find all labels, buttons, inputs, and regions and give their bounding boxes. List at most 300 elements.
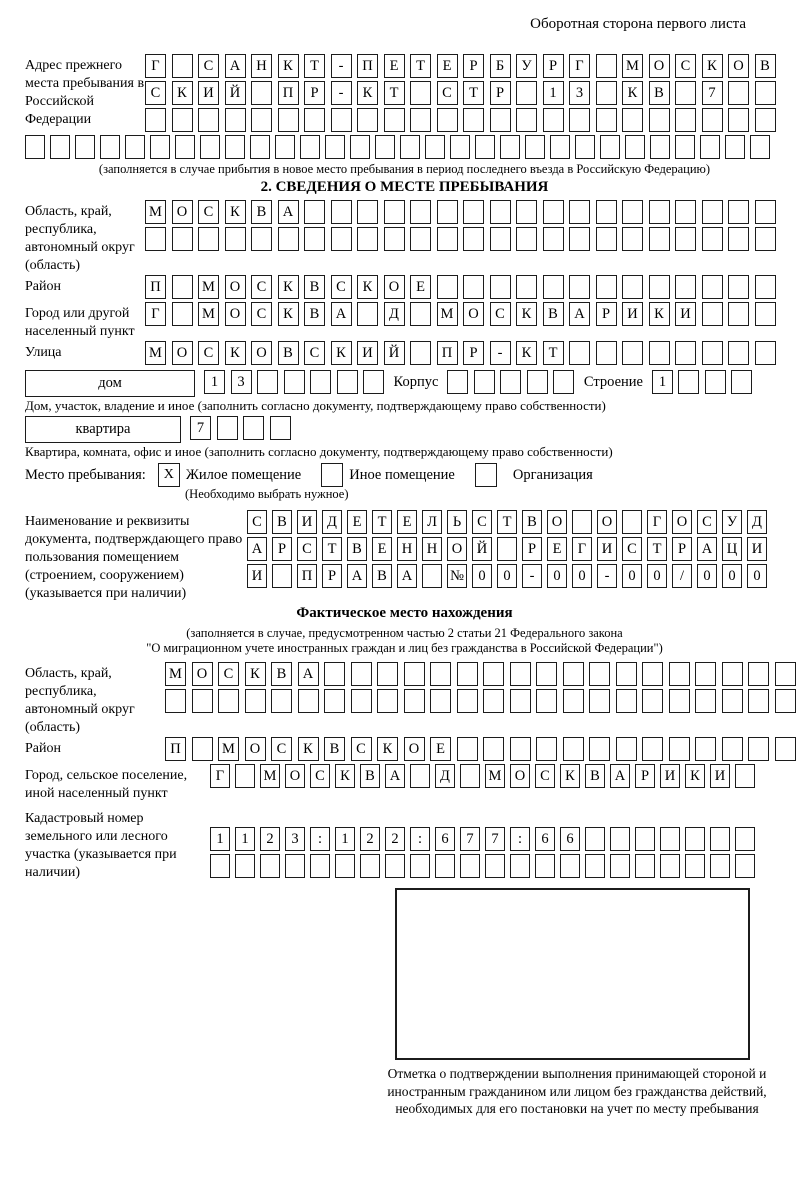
cadastre-row-2-box[interactable]	[485, 854, 505, 878]
prev-address-row-2-box[interactable]: Р	[304, 81, 325, 105]
actual-region-row-1-box[interactable]: К	[245, 662, 266, 686]
section2-district-row-box[interactable]	[172, 275, 193, 299]
prev-address-overflow-row-box[interactable]	[475, 135, 495, 159]
prev-address-overflow-row-box[interactable]	[625, 135, 645, 159]
section2-city-row-box[interactable]: К	[649, 302, 670, 326]
section2-street-row-box[interactable]: С	[198, 341, 219, 365]
document-row-1-box[interactable]: Д	[747, 510, 767, 534]
cadastre-row-1-box[interactable]: 2	[385, 827, 405, 851]
document-row-3-box[interactable]	[272, 564, 292, 588]
section2-street-row-box[interactable]	[569, 341, 590, 365]
prev-address-row-1-box[interactable]: К	[278, 54, 299, 78]
prev-address-row-2-box[interactable]	[516, 81, 537, 105]
prev-address-row-2-box[interactable]	[728, 81, 749, 105]
document-row-2-box[interactable]: В	[347, 537, 367, 561]
actual-region-row-1-box[interactable]	[748, 662, 769, 686]
section2-street-row-box[interactable]: К	[516, 341, 537, 365]
document-row-1-box[interactable]: Е	[397, 510, 417, 534]
document-row-3-box[interactable]: 0	[722, 564, 742, 588]
section2-district-row-box[interactable]: С	[251, 275, 272, 299]
document-row-2-box[interactable]: Г	[572, 537, 592, 561]
prev-address-row-3-box[interactable]	[728, 108, 749, 132]
prev-address-overflow-row-box[interactable]	[550, 135, 570, 159]
section2-city-row-box[interactable]: И	[675, 302, 696, 326]
cadastre-row-1-box[interactable]	[585, 827, 605, 851]
section2-region-row-2-box[interactable]	[755, 227, 776, 251]
actual-region-row-1-box[interactable]	[642, 662, 663, 686]
prev-address-row-3-box[interactable]	[543, 108, 564, 132]
prev-address-row-2-box[interactable]: П	[278, 81, 299, 105]
prev-address-row-2-box[interactable]: В	[649, 81, 670, 105]
cadastre-row-2-box[interactable]	[235, 854, 255, 878]
section2-region-row-2-box[interactable]	[702, 227, 723, 251]
actual-district-row-box[interactable]	[510, 737, 531, 761]
actual-region-row-2-box[interactable]	[642, 689, 663, 713]
prev-address-overflow-row-box[interactable]	[525, 135, 545, 159]
section2-district-row-box[interactable]: К	[357, 275, 378, 299]
section2-city-row-box[interactable]	[755, 302, 776, 326]
section2-region-row-2-box[interactable]	[384, 227, 405, 251]
prev-address-row-1-box[interactable]: Р	[463, 54, 484, 78]
section2-region-row-2-box[interactable]	[198, 227, 219, 251]
section2-district-row-box[interactable]	[728, 275, 749, 299]
prev-address-row-3-box[interactable]	[304, 108, 325, 132]
section2-region-row-2-box[interactable]	[172, 227, 193, 251]
section2-region-row-1-box[interactable]	[410, 200, 431, 224]
actual-city-row-box[interactable]: К	[685, 764, 705, 788]
section2-region-row-2-box[interactable]	[304, 227, 325, 251]
actual-region-row-2-box[interactable]	[165, 689, 186, 713]
actual-region-row-2-box[interactable]	[404, 689, 425, 713]
document-row-3-box[interactable]: -	[522, 564, 542, 588]
cadastre-row-1-box[interactable]: 1	[210, 827, 230, 851]
house-number-box[interactable]	[337, 370, 358, 394]
cadastre-row-1-box[interactable]: :	[510, 827, 530, 851]
stay-type-checkbox-residential[interactable]: X	[158, 463, 180, 487]
section2-region-row-2-box[interactable]	[331, 227, 352, 251]
prev-address-row-2-box[interactable]: И	[198, 81, 219, 105]
section2-street-row-box[interactable]	[675, 341, 696, 365]
cadastre-row-1-box[interactable]	[610, 827, 630, 851]
prev-address-row-3-box[interactable]	[569, 108, 590, 132]
actual-city-row-box[interactable]	[410, 764, 430, 788]
prev-address-row-3-box[interactable]	[357, 108, 378, 132]
prev-address-row-1-box[interactable]: Г	[569, 54, 590, 78]
cadastre-row-2-box[interactable]	[360, 854, 380, 878]
section2-region-row-1-box[interactable]	[384, 200, 405, 224]
section2-region-row-2-box[interactable]	[463, 227, 484, 251]
cadastre-row-1-box[interactable]: 1	[235, 827, 255, 851]
prev-address-overflow-row-box[interactable]	[100, 135, 120, 159]
actual-region-row-2-box[interactable]	[298, 689, 319, 713]
section2-region-row-2-box[interactable]	[251, 227, 272, 251]
actual-city-row-box[interactable]: К	[335, 764, 355, 788]
actual-region-row-1-box[interactable]	[616, 662, 637, 686]
actual-region-row-2-box[interactable]	[669, 689, 690, 713]
section2-city-row-box[interactable]: И	[622, 302, 643, 326]
document-row-3-box[interactable]: А	[397, 564, 417, 588]
section2-district-row-box[interactable]: П	[145, 275, 166, 299]
section2-region-row-1-box[interactable]	[649, 200, 670, 224]
actual-city-row-box[interactable]: А	[610, 764, 630, 788]
actual-district-row-box[interactable]: П	[165, 737, 186, 761]
actual-region-row-1-box[interactable]	[351, 662, 372, 686]
actual-region-row-1-box[interactable]: М	[165, 662, 186, 686]
prev-address-row-2-box[interactable]: С	[145, 81, 166, 105]
section2-district-row-box[interactable]: В	[304, 275, 325, 299]
actual-region-row-1-box[interactable]	[775, 662, 796, 686]
actual-city-row-box[interactable]: И	[710, 764, 730, 788]
document-row-2-box[interactable]: Р	[272, 537, 292, 561]
actual-region-row-2-box[interactable]	[351, 689, 372, 713]
document-row-2-box[interactable]: А	[697, 537, 717, 561]
actual-city-row-box[interactable]	[460, 764, 480, 788]
prev-address-row-2-box[interactable]: К	[622, 81, 643, 105]
prev-address-overflow-row-box[interactable]	[375, 135, 395, 159]
document-row-2-box[interactable]: И	[597, 537, 617, 561]
document-row-3-box[interactable]	[422, 564, 442, 588]
section2-region-row-1-box[interactable]	[543, 200, 564, 224]
prev-address-row-3-box[interactable]	[251, 108, 272, 132]
section2-region-row-2-box[interactable]	[357, 227, 378, 251]
korpus-number-box[interactable]	[447, 370, 468, 394]
prev-address-row-1-box[interactable]: Г	[145, 54, 166, 78]
section2-region-row-2-box[interactable]	[490, 227, 511, 251]
prev-address-overflow-row-box[interactable]	[50, 135, 70, 159]
section2-region-row-2-box[interactable]	[145, 227, 166, 251]
document-row-2-box[interactable]: Н	[397, 537, 417, 561]
document-row-3-box[interactable]: П	[297, 564, 317, 588]
section2-district-row-box[interactable]: О	[225, 275, 246, 299]
section2-street-row-box[interactable]	[596, 341, 617, 365]
document-row-1-box[interactable]: С	[697, 510, 717, 534]
prev-address-row-1-box[interactable]: М	[622, 54, 643, 78]
cadastre-row-2-box[interactable]	[610, 854, 630, 878]
section2-street-row-box[interactable]: В	[278, 341, 299, 365]
document-row-3-box[interactable]: И	[247, 564, 267, 588]
prev-address-row-1-box[interactable]	[596, 54, 617, 78]
cadastre-row-1-box[interactable]	[635, 827, 655, 851]
document-row-1-box[interactable]: О	[672, 510, 692, 534]
actual-region-row-1-box[interactable]	[430, 662, 451, 686]
document-row-1-box[interactable]: И	[297, 510, 317, 534]
section2-region-row-1-box[interactable]	[596, 200, 617, 224]
section2-street-row-box[interactable]: Й	[384, 341, 405, 365]
cadastre-row-2-box[interactable]	[385, 854, 405, 878]
stroenie-number-box[interactable]: 1	[652, 370, 673, 394]
house-number-box[interactable]	[310, 370, 331, 394]
actual-city-row-box[interactable]: Р	[635, 764, 655, 788]
section2-region-row-1-box[interactable]	[490, 200, 511, 224]
cadastre-row-2-box[interactable]	[535, 854, 555, 878]
section2-region-row-2-box[interactable]	[675, 227, 696, 251]
document-row-1-box[interactable]: Ь	[447, 510, 467, 534]
prev-address-row-3-box[interactable]	[755, 108, 776, 132]
document-row-3-box[interactable]: 0	[497, 564, 517, 588]
section2-district-row-box[interactable]	[490, 275, 511, 299]
actual-city-row-box[interactable]	[235, 764, 255, 788]
house-number-box[interactable]: 3	[231, 370, 252, 394]
actual-region-row-1-box[interactable]	[377, 662, 398, 686]
prev-address-row-3-box[interactable]	[596, 108, 617, 132]
section2-street-row-box[interactable]	[410, 341, 431, 365]
document-row-1-box[interactable]: С	[247, 510, 267, 534]
section2-district-row-box[interactable]	[702, 275, 723, 299]
actual-region-row-2-box[interactable]	[722, 689, 743, 713]
document-row-2-box[interactable]	[497, 537, 517, 561]
prev-address-row-1-box[interactable]	[172, 54, 193, 78]
actual-city-row-box[interactable]: В	[585, 764, 605, 788]
actual-district-row-box[interactable]: О	[245, 737, 266, 761]
house-number-box[interactable]: 1	[204, 370, 225, 394]
cadastre-row-2-box[interactable]	[210, 854, 230, 878]
prev-address-row-1-box[interactable]: Е	[384, 54, 405, 78]
cadastre-row-1-box[interactable]: 2	[360, 827, 380, 851]
prev-address-row-1-box[interactable]: О	[728, 54, 749, 78]
prev-address-row-2-box[interactable]: 3	[569, 81, 590, 105]
actual-region-row-2-box[interactable]	[245, 689, 266, 713]
cadastre-row-1-box[interactable]	[660, 827, 680, 851]
document-row-2-box[interactable]: Р	[522, 537, 542, 561]
prev-address-row-2-box[interactable]	[251, 81, 272, 105]
prev-address-row-1-box[interactable]: Б	[490, 54, 511, 78]
section2-region-row-1-box[interactable]	[755, 200, 776, 224]
actual-region-row-2-box[interactable]	[536, 689, 557, 713]
section2-region-row-1-box[interactable]	[304, 200, 325, 224]
section2-street-row-box[interactable]: И	[357, 341, 378, 365]
actual-region-row-2-box[interactable]	[695, 689, 716, 713]
actual-region-row-1-box[interactable]	[324, 662, 345, 686]
actual-region-row-2-box[interactable]	[377, 689, 398, 713]
prev-address-overflow-row-box[interactable]	[750, 135, 770, 159]
cadastre-row-2-box[interactable]	[260, 854, 280, 878]
prev-address-row-1-box[interactable]: Т	[410, 54, 431, 78]
cadastre-row-2-box[interactable]	[735, 854, 755, 878]
section2-city-row-box[interactable]: В	[304, 302, 325, 326]
document-row-2-box[interactable]: Е	[547, 537, 567, 561]
apartment-number-box[interactable]	[243, 416, 264, 440]
prev-address-row-3-box[interactable]	[225, 108, 246, 132]
document-row-2-box[interactable]: Н	[422, 537, 442, 561]
section2-district-row-box[interactable]	[622, 275, 643, 299]
section2-city-row-box[interactable]: Г	[145, 302, 166, 326]
section2-region-row-2-box[interactable]	[649, 227, 670, 251]
document-row-3-box[interactable]: Р	[322, 564, 342, 588]
section2-region-row-2-box[interactable]	[410, 227, 431, 251]
prev-address-row-3-box[interactable]	[490, 108, 511, 132]
document-row-3-box[interactable]: 0	[547, 564, 567, 588]
korpus-number-box[interactable]	[553, 370, 574, 394]
document-row-1-box[interactable]: О	[597, 510, 617, 534]
prev-address-overflow-row-box[interactable]	[75, 135, 95, 159]
actual-city-row-box[interactable]: К	[560, 764, 580, 788]
section2-street-row-box[interactable]: К	[225, 341, 246, 365]
actual-district-row-box[interactable]	[669, 737, 690, 761]
actual-region-row-2-box[interactable]	[271, 689, 292, 713]
prev-address-overflow-row-box[interactable]	[575, 135, 595, 159]
section2-street-row-box[interactable]: К	[331, 341, 352, 365]
section2-district-row-box[interactable]: С	[331, 275, 352, 299]
actual-city-row-box[interactable]: И	[660, 764, 680, 788]
section2-city-row-box[interactable]	[410, 302, 431, 326]
prev-address-overflow-row-box[interactable]	[400, 135, 420, 159]
cadastre-row-1-box[interactable]: 3	[285, 827, 305, 851]
actual-region-row-1-box[interactable]	[563, 662, 584, 686]
prev-address-overflow-row-box[interactable]	[225, 135, 245, 159]
document-row-1-box[interactable]	[622, 510, 642, 534]
document-row-2-box[interactable]: И	[747, 537, 767, 561]
prev-address-overflow-row-box[interactable]	[200, 135, 220, 159]
korpus-number-box[interactable]	[474, 370, 495, 394]
cadastre-row-1-box[interactable]: :	[410, 827, 430, 851]
actual-district-row-box[interactable]: К	[377, 737, 398, 761]
document-row-3-box[interactable]: 0	[472, 564, 492, 588]
cadastre-row-1-box[interactable]: 6	[535, 827, 555, 851]
cadastre-row-1-box[interactable]: 1	[335, 827, 355, 851]
cadastre-row-1-box[interactable]: 2	[260, 827, 280, 851]
actual-region-row-1-box[interactable]	[404, 662, 425, 686]
prev-address-row-3-box[interactable]	[702, 108, 723, 132]
document-row-2-box[interactable]: А	[247, 537, 267, 561]
prev-address-row-3-box[interactable]	[410, 108, 431, 132]
section2-region-row-1-box[interactable]	[437, 200, 458, 224]
section2-region-row-1-box[interactable]: В	[251, 200, 272, 224]
section2-region-row-2-box[interactable]	[437, 227, 458, 251]
prev-address-row-2-box[interactable]: Т	[463, 81, 484, 105]
actual-city-row-box[interactable]: М	[260, 764, 280, 788]
document-row-2-box[interactable]: С	[297, 537, 317, 561]
prev-address-row-2-box[interactable]	[596, 81, 617, 105]
prev-address-row-1-box[interactable]: О	[649, 54, 670, 78]
actual-city-row-box[interactable]: О	[510, 764, 530, 788]
document-row-1-box[interactable]	[572, 510, 592, 534]
cadastre-row-2-box[interactable]	[410, 854, 430, 878]
prev-address-overflow-row-box[interactable]	[325, 135, 345, 159]
actual-region-row-1-box[interactable]	[589, 662, 610, 686]
document-row-3-box[interactable]: 0	[572, 564, 592, 588]
actual-district-row-box[interactable]	[192, 737, 213, 761]
actual-region-row-1-box[interactable]	[536, 662, 557, 686]
prev-address-row-3-box[interactable]	[145, 108, 166, 132]
section2-city-row-box[interactable]: Д	[384, 302, 405, 326]
section2-city-row-box[interactable]: М	[198, 302, 219, 326]
actual-district-row-box[interactable]	[722, 737, 743, 761]
document-row-1-box[interactable]: Т	[372, 510, 392, 534]
section2-district-row-box[interactable]: О	[384, 275, 405, 299]
prev-address-row-1-box[interactable]: Е	[437, 54, 458, 78]
section2-region-row-1-box[interactable]	[675, 200, 696, 224]
cadastre-row-2-box[interactable]	[635, 854, 655, 878]
prev-address-row-1-box[interactable]: К	[702, 54, 723, 78]
apartment-number-box[interactable]	[217, 416, 238, 440]
section2-street-row-box[interactable]: Р	[463, 341, 484, 365]
prev-address-row-3-box[interactable]	[384, 108, 405, 132]
actual-region-row-2-box[interactable]	[483, 689, 504, 713]
section2-district-row-box[interactable]	[516, 275, 537, 299]
section2-street-row-box[interactable]	[728, 341, 749, 365]
prev-address-overflow-row-box[interactable]	[700, 135, 720, 159]
section2-district-row-box[interactable]	[649, 275, 670, 299]
cadastre-row-2-box[interactable]	[710, 854, 730, 878]
prev-address-row-1-box[interactable]: С	[198, 54, 219, 78]
actual-region-row-1-box[interactable]: С	[218, 662, 239, 686]
section2-region-row-2-box[interactable]	[516, 227, 537, 251]
prev-address-row-3-box[interactable]	[622, 108, 643, 132]
section2-region-row-1-box[interactable]	[463, 200, 484, 224]
actual-region-row-1-box[interactable]	[722, 662, 743, 686]
section2-district-row-box[interactable]: К	[278, 275, 299, 299]
prev-address-row-3-box[interactable]	[463, 108, 484, 132]
house-number-box[interactable]	[284, 370, 305, 394]
document-row-2-box[interactable]: Ц	[722, 537, 742, 561]
section2-region-row-1-box[interactable]: А	[278, 200, 299, 224]
prev-address-row-2-box[interactable]: Й	[225, 81, 246, 105]
prev-address-row-1-box[interactable]: В	[755, 54, 776, 78]
section2-city-row-box[interactable]: О	[463, 302, 484, 326]
actual-district-row-box[interactable]	[642, 737, 663, 761]
section2-region-row-1-box[interactable]	[357, 200, 378, 224]
document-row-1-box[interactable]: С	[472, 510, 492, 534]
document-row-2-box[interactable]: Т	[322, 537, 342, 561]
section2-street-row-box[interactable]: О	[251, 341, 272, 365]
document-row-1-box[interactable]: Т	[497, 510, 517, 534]
actual-district-row-box[interactable]: В	[324, 737, 345, 761]
section2-district-row-box[interactable]	[437, 275, 458, 299]
document-row-3-box[interactable]: 0	[647, 564, 667, 588]
section2-city-row-box[interactable]: С	[251, 302, 272, 326]
prev-address-overflow-row-box[interactable]	[175, 135, 195, 159]
prev-address-row-3-box[interactable]	[437, 108, 458, 132]
actual-district-row-box[interactable]: Е	[430, 737, 451, 761]
actual-region-row-2-box[interactable]	[457, 689, 478, 713]
section2-district-row-box[interactable]	[569, 275, 590, 299]
stroenie-number-box[interactable]	[731, 370, 752, 394]
prev-address-overflow-row-box[interactable]	[425, 135, 445, 159]
prev-address-overflow-row-box[interactable]	[250, 135, 270, 159]
document-row-1-box[interactable]: Г	[647, 510, 667, 534]
document-row-1-box[interactable]: Д	[322, 510, 342, 534]
section2-district-row-box[interactable]	[596, 275, 617, 299]
section2-city-row-box[interactable]: К	[516, 302, 537, 326]
prev-address-row-2-box[interactable]: С	[437, 81, 458, 105]
section2-street-row-box[interactable]: Т	[543, 341, 564, 365]
section2-region-row-1-box[interactable]: М	[145, 200, 166, 224]
prev-address-row-2-box[interactable]: К	[172, 81, 193, 105]
stroenie-number-box[interactable]	[705, 370, 726, 394]
prev-address-row-1-box[interactable]: Р	[543, 54, 564, 78]
cadastre-row-2-box[interactable]	[310, 854, 330, 878]
section2-region-row-1-box[interactable]: К	[225, 200, 246, 224]
actual-region-row-1-box[interactable]	[695, 662, 716, 686]
actual-city-row-box[interactable]: С	[310, 764, 330, 788]
document-row-3-box[interactable]: №	[447, 564, 467, 588]
actual-region-row-1-box[interactable]	[669, 662, 690, 686]
prev-address-row-3-box[interactable]	[278, 108, 299, 132]
prev-address-overflow-row-box[interactable]	[125, 135, 145, 159]
actual-region-row-2-box[interactable]	[192, 689, 213, 713]
section2-region-row-1-box[interactable]: С	[198, 200, 219, 224]
actual-region-row-2-box[interactable]	[748, 689, 769, 713]
section2-city-row-box[interactable]	[172, 302, 193, 326]
actual-district-row-box[interactable]: С	[351, 737, 372, 761]
cadastre-row-2-box[interactable]	[560, 854, 580, 878]
section2-region-row-2-box[interactable]	[278, 227, 299, 251]
actual-region-row-2-box[interactable]	[775, 689, 796, 713]
document-row-3-box[interactable]: -	[597, 564, 617, 588]
document-row-2-box[interactable]: Й	[472, 537, 492, 561]
section2-district-row-box[interactable]: Е	[410, 275, 431, 299]
document-row-3-box[interactable]: А	[347, 564, 367, 588]
